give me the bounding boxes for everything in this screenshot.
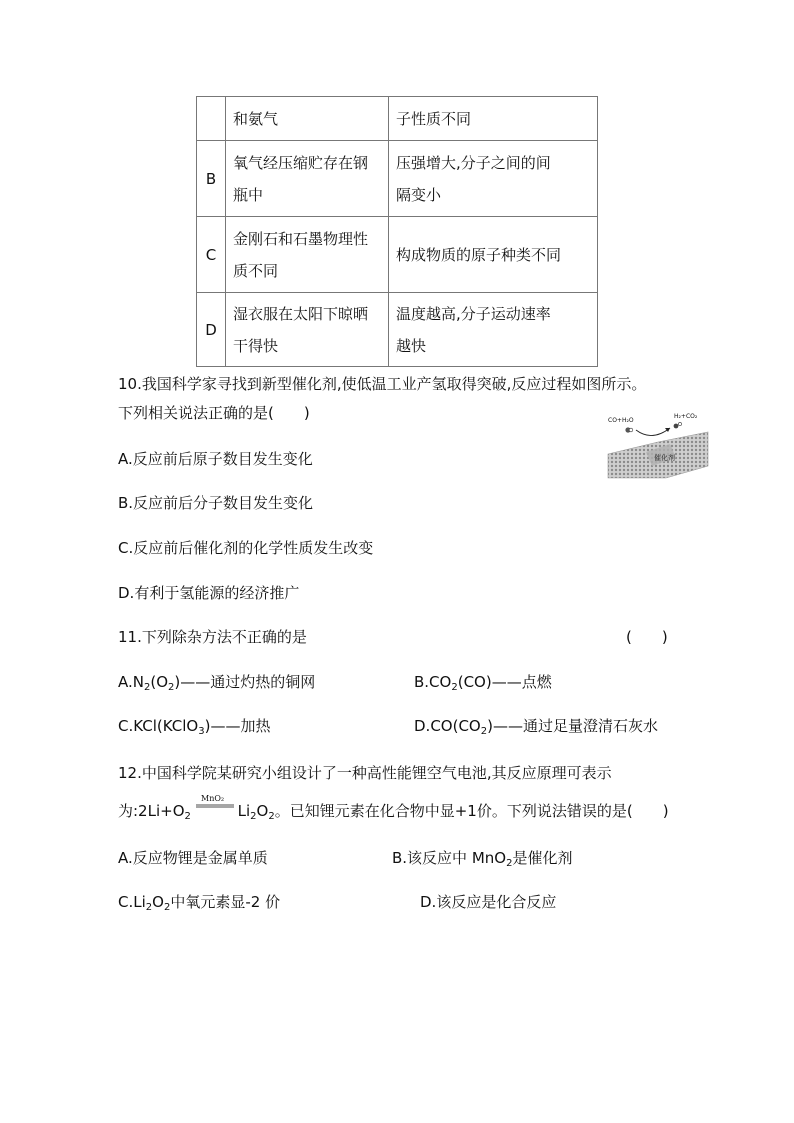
q11-option-d[interactable]: $D.CO(CO_2)——$通过足量澄清石灰水 [414,717,658,737]
table-row [197,217,598,293]
q10-stem-line2: 下列相关说法正确的是( ) [118,404,310,422]
catalyst-condition: MnO₂ [201,794,225,803]
row-phenomenon [226,217,389,293]
reactant-label: CO+H₂O [608,417,634,424]
catalyst-reaction-figure [606,408,710,480]
row-explanation: 子性质不同 [389,97,598,141]
q11-stem: 11.下列除杂方法不正确的是 [118,628,307,646]
row-explanation [389,141,598,217]
equation-lhs: 为:2Li+O [118,802,185,820]
row-key: B [197,141,226,217]
row-key: C [197,217,226,293]
q10-option-d[interactable]: D.有利于氢能源的经济推广 [118,584,300,602]
row-explanation [389,293,598,367]
molecule-icon [678,422,681,425]
line: 温度越高,分子运动速率 [396,304,551,323]
line: 隔变小 [396,185,442,204]
line: 压强增大,分子之间的间 [396,153,551,172]
table-row [197,293,598,367]
reaction-arrow [636,428,670,436]
q10-option-a[interactable]: A.反应前后原子数目发生变化 [118,450,313,468]
line: 氧气经压缩贮存在钢 [233,153,369,172]
q10-option-b[interactable]: B.反应前后分子数目发生变化 [118,494,314,512]
line: 湿衣服在太阳下晾晒 [233,304,369,323]
answer-table [196,96,598,367]
q11-option-c[interactable]: C.KCl(KClO$_3$)——加热 [118,717,271,737]
catalyst-label: 催化剂 [654,454,675,462]
row-key: D [197,293,226,367]
q10-option-c[interactable]: C.反应前后催化剂的化学性质发生改变 [118,539,374,557]
q11-option-b[interactable]: $B.CO_2(CO)——$点燃 [414,673,552,693]
row-phenomenon [226,293,389,367]
molecule-icon [674,424,679,429]
q12-option-b[interactable]: B.该反应中 MnO$_2$是催化剂 [392,849,573,869]
table-row [197,141,598,217]
row-phenomenon: 和氨气 [226,97,389,141]
line: 瓶中 [233,185,264,204]
row-explanation: 构成物质的原子种类不同 [389,217,598,293]
line: 质不同 [233,261,279,280]
q12-option-d[interactable]: D.该反应是化合反应 [420,893,557,911]
product-label: H₂+CO₂ [674,413,698,420]
q11-answer-blank: ( ) [626,628,668,646]
q12-option-a[interactable]: A.反应物锂是金属单质 [118,849,268,867]
q12-stem-line2: 为$:2Li+O_2$ $Li_2O_2$。已知锂元素在化合物中显+1价。下列说法错误的是( ) [118,802,669,822]
q11-option-a[interactable]: $A.N_2(O_2)——$通过灼热的铜网 [118,673,316,693]
molecule-icon [629,428,633,432]
line: 金刚石和石墨物理性 [233,229,369,248]
equation-condition-arrow [195,793,235,815]
row-phenomenon [226,141,389,217]
q10-stem-line1: 10.我国科学家寻找到新型催化剂,使低温工业产氢取得突破,反应过程如图所示。 [118,375,647,393]
table-row [197,97,598,141]
row-key [197,97,226,141]
equation-rhs: Li [232,802,251,820]
line: 干得快 [233,336,279,355]
line: 越快 [396,336,427,355]
q12-stem-line1: 12.中国科学院某研究小组设计了一种高性能锂空气电池,其反应原理可表示 [118,764,612,782]
q12-option-c[interactable]: $C.Li_2O_2$中氧元素显-2 价 [118,893,281,913]
